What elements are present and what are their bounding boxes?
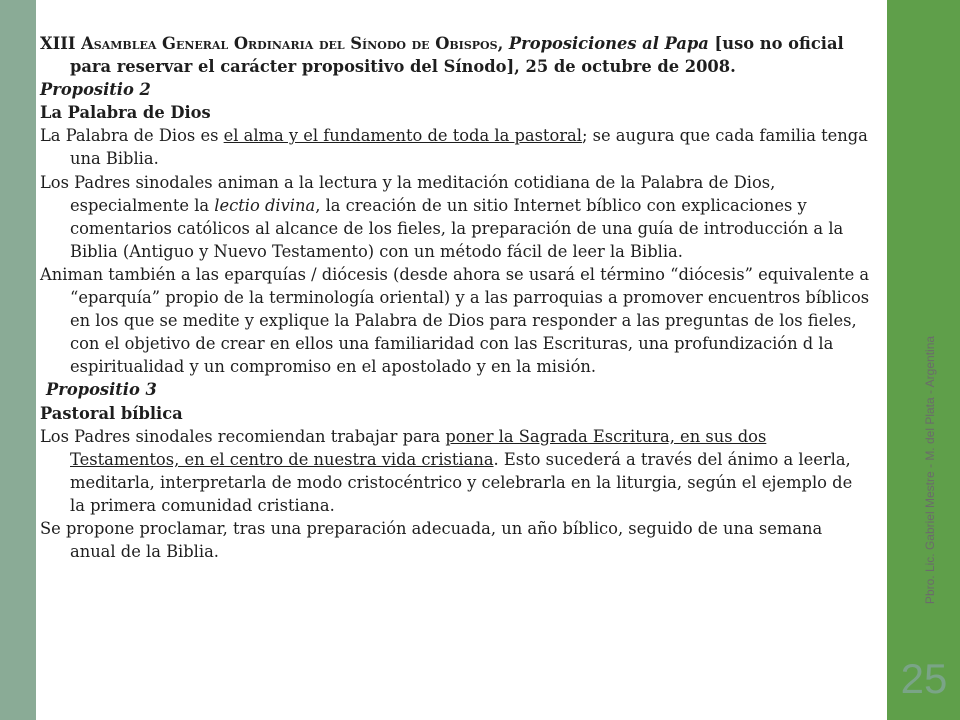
text-run: . Esto sucederá a través del ánimo a leerla, meditarla, interpretarla de modo cristocéntrico y celebrarla en la liturgia, según el ejemplo de la primera comunidad cristiana.: [70, 449, 853, 515]
left-accent-bar: [0, 0, 36, 720]
paragraph: [40, 425, 870, 517]
paragraph: [40, 124, 870, 170]
paragraph: Animan también a las eparquías / diócesis (desde ahora se usará el término “diócesis” equivalente a “eparquía” propio de la terminología oriental) y a las parroquias a promover encuentros bíblicos en los que se medite y explique la Palabra de Dios para responder a las preguntas de los fieles, con el objetivo de crear en ellos una familiaridad con las Escrituras, una profundización d la espiritualidad y un compromiso en el apostolado y en la misión.: [40, 264, 870, 377]
header-title: XIII Asamblea General Ordinaria del Sínodo de Obispos: [40, 34, 498, 53]
propositio-3-title: Pastoral bíblica: [40, 403, 183, 423]
slide-number: 25: [900, 655, 948, 702]
document-body: [40, 32, 870, 563]
underlined-text: el alma y el fundamento de toda la pastoral: [223, 126, 582, 146]
header-separator: ,: [497, 34, 509, 53]
text-run: Los Padres sinodales recomiendan trabajar para: [40, 426, 446, 446]
text-run: , la creación de un sitio Internet bíblico con explicaciones y comentarios católicos al alcance de los fieles, la preparación de una guía de introducción a la Biblia (Antiguo y Nuevo Testamento) con un método fácil de leer la Biblia.: [70, 195, 844, 261]
right-gap-strip: [875, 0, 887, 720]
text-run: La Palabra de Dios es: [40, 126, 224, 146]
text-run: Los Padres sinodales animan a la lectura y la meditación cotidiana de la Palabra de Dios, especialmente la: [40, 172, 776, 215]
header-note: [uso no oficial para reservar el carácter propositivo del Sínodo], 25 de octubre de 2008.: [70, 34, 844, 77]
underlined-text: poner la Sagrada Escritura, en sus dos Testamentos, en el centro de nuestra vida cristiana: [70, 426, 767, 469]
paragraph: [40, 171, 870, 263]
text-run: ; se augura que cada familia tenga una Biblia.: [70, 126, 868, 169]
author-footer: Pbro. Lic. Gabriel Mestre - M. del Plata - Argentina: [923, 335, 937, 605]
propositio-2-title: La Palabra de Dios: [40, 103, 211, 123]
propositio-2-label: Propositio 2: [40, 80, 151, 100]
paragraph: Se propone proclamar, tras una preparación adecuada, un año bíblico, seguido de una semana anual de la Biblia.: [40, 518, 823, 562]
header-subtitle: Proposiciones al Papa: [508, 34, 709, 53]
italic-text: lectio divina: [214, 195, 316, 215]
propositio-3-label: Propositio 3: [46, 380, 157, 400]
document-header: [40, 32, 870, 78]
